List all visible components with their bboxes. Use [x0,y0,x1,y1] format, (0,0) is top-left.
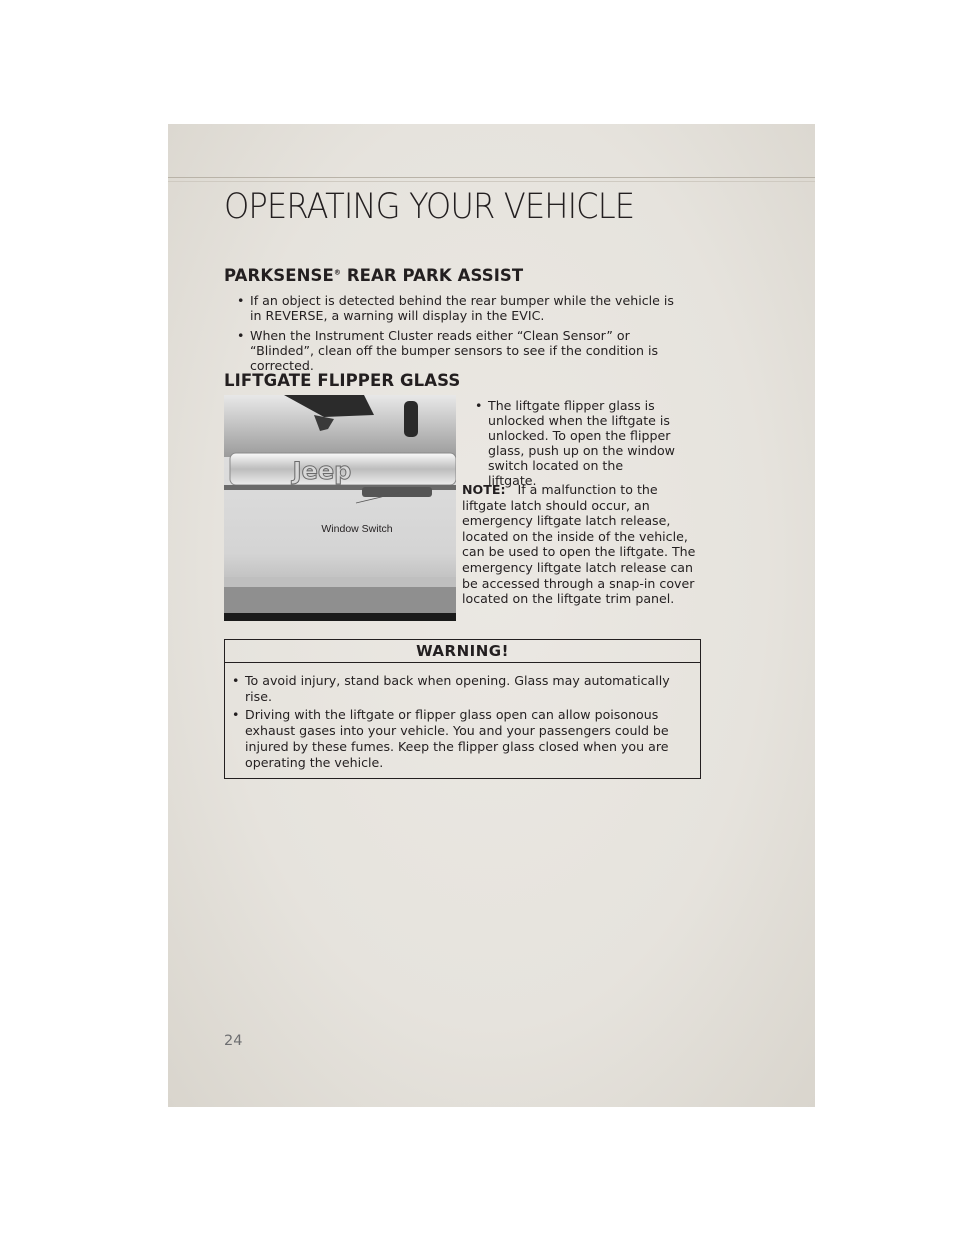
list-item: • The liftgate flipper glass is unlocked when the liftgate is unlocked. To open the flipper glass, push up on the window switch located on the liftgate. [475,398,675,488]
parksense-heading-main: PARKSENSE [224,266,334,285]
header-rule [168,177,815,178]
manual-page [168,124,815,1107]
warning-box [224,639,701,779]
list-item: • Driving with the liftgate or flipper glass open can allow poisonous exhaust gases into your vehicle. You and your passengers could be injured by these fumes. Keep the flipper glass closed when you are operating the vehicle. [232,707,684,771]
liftgate-heading: LIFTGATE FLIPPER GLASS [224,371,461,390]
header-rule-secondary [168,181,815,182]
list-item: • To avoid injury, stand back when opening. Glass may automatically rise. [232,673,684,704]
parksense-heading [224,266,523,285]
liftgate-photo-illustration [224,395,456,621]
liftgate-note [462,482,702,607]
parksense-heading-rest: REAR PARK ASSIST [340,266,524,285]
parksense-bullets [237,293,687,373]
page-number: 24 [224,1033,243,1049]
list-item: • If an object is detected behind the rear bumper while the vehicle is in REVERSE, a warning will display in the EVIC. [237,293,687,323]
registered-mark: ® [333,268,341,277]
list-item: • When the Instrument Cluster reads either “Clean Sensor” or “Blinded”, clean off the bumper sensors to see if the condition is corrected. [237,328,687,373]
note-label: NOTE: [462,482,506,497]
jeep-logo: Jeep [292,457,352,485]
warning-bullets [232,673,684,771]
liftgate-photo [224,395,456,621]
liftgate-bullets [475,398,675,488]
warning-title: WARNING! [225,640,700,663]
note-text: If a malfunction to the liftgate latch should occur, an emergency liftgate latch release, located on the inside of the vehicle, can be used to open the liftgate. The emergency liftgate latch release can be accessed through a snap-in cover located on the liftgate trim panel. [462,482,696,607]
photo-callout-label: Window Switch [321,523,393,535]
page-title: OPERATING YOUR VEHICLE [224,187,635,227]
